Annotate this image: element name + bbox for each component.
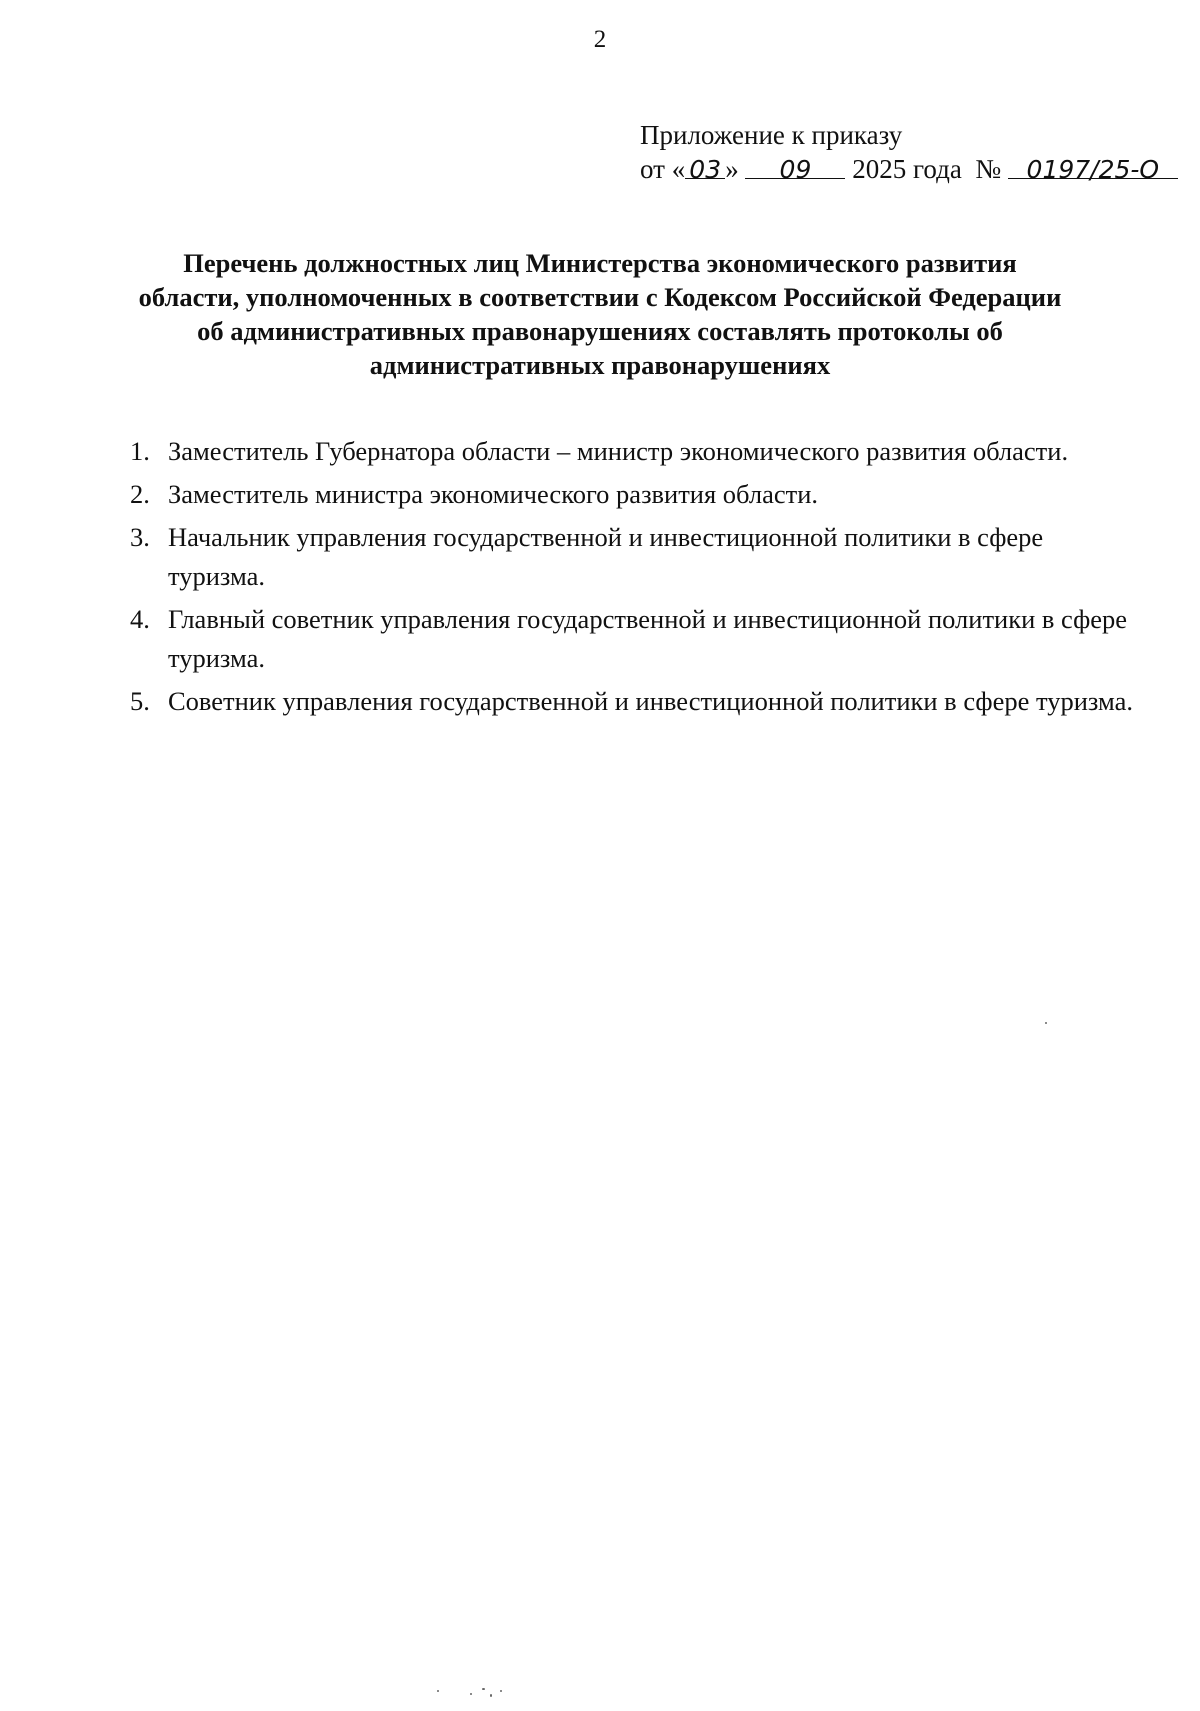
number-label: № bbox=[975, 154, 1002, 184]
appendix-header bbox=[640, 118, 1178, 186]
appendix-title: Приложение к приказу bbox=[640, 120, 903, 150]
scan-speck bbox=[1045, 1022, 1047, 1024]
document-title bbox=[80, 246, 1120, 382]
item-text: Советник управления государственной и инвестиционной политики в сфере туризма. bbox=[168, 686, 1133, 716]
title-line: Перечень должностных лиц Министерства экономического развития bbox=[183, 248, 1017, 278]
item-text: Заместитель Губернатора области – министр экономического развития области. bbox=[168, 436, 1069, 466]
scan-speck bbox=[470, 1693, 472, 1695]
list-item bbox=[130, 432, 1140, 471]
title-line: об административных правонарушениях составлять протоколы об bbox=[197, 316, 1003, 346]
list-item bbox=[130, 682, 1140, 721]
quote-close: » bbox=[725, 154, 739, 184]
officials-list bbox=[130, 432, 1140, 725]
item-text: Начальник управления государственной и инвестиционной политики в сфере туризма. bbox=[168, 522, 1044, 591]
title-line: административных правонарушениях bbox=[369, 350, 831, 380]
item-number: 4. bbox=[130, 604, 150, 634]
handwritten-number: 0197/25-О bbox=[1026, 155, 1160, 184]
item-number: 5. bbox=[130, 686, 150, 716]
item-text: Главный советник управления государственной и инвестиционной политики в сфере туризма. bbox=[168, 604, 1128, 673]
order-reference-line bbox=[640, 152, 1178, 186]
scan-speck bbox=[437, 1690, 439, 1692]
day-field bbox=[685, 152, 725, 184]
page-number: 2 bbox=[593, 26, 607, 53]
from-label: от « bbox=[640, 154, 686, 184]
item-number: 3. bbox=[130, 522, 150, 552]
scan-speck bbox=[490, 1694, 492, 1697]
handwritten-month: 09 bbox=[779, 155, 812, 184]
item-text: Заместитель министра экономического развития области. bbox=[168, 479, 819, 509]
number-field bbox=[1008, 152, 1178, 184]
year-text: 2025 года bbox=[852, 154, 962, 184]
list-item bbox=[130, 475, 1140, 514]
scan-speck bbox=[482, 1688, 485, 1690]
list-item bbox=[130, 518, 1140, 596]
title-line: области, уполномоченных в соответствии с Кодексом Российской Федерации bbox=[138, 282, 1062, 312]
item-number: 1. bbox=[130, 436, 150, 466]
item-number: 2. bbox=[130, 479, 150, 509]
list-item bbox=[130, 600, 1140, 678]
month-field bbox=[745, 152, 845, 184]
scan-speck bbox=[500, 1690, 502, 1692]
handwritten-day: 03 bbox=[689, 155, 722, 184]
